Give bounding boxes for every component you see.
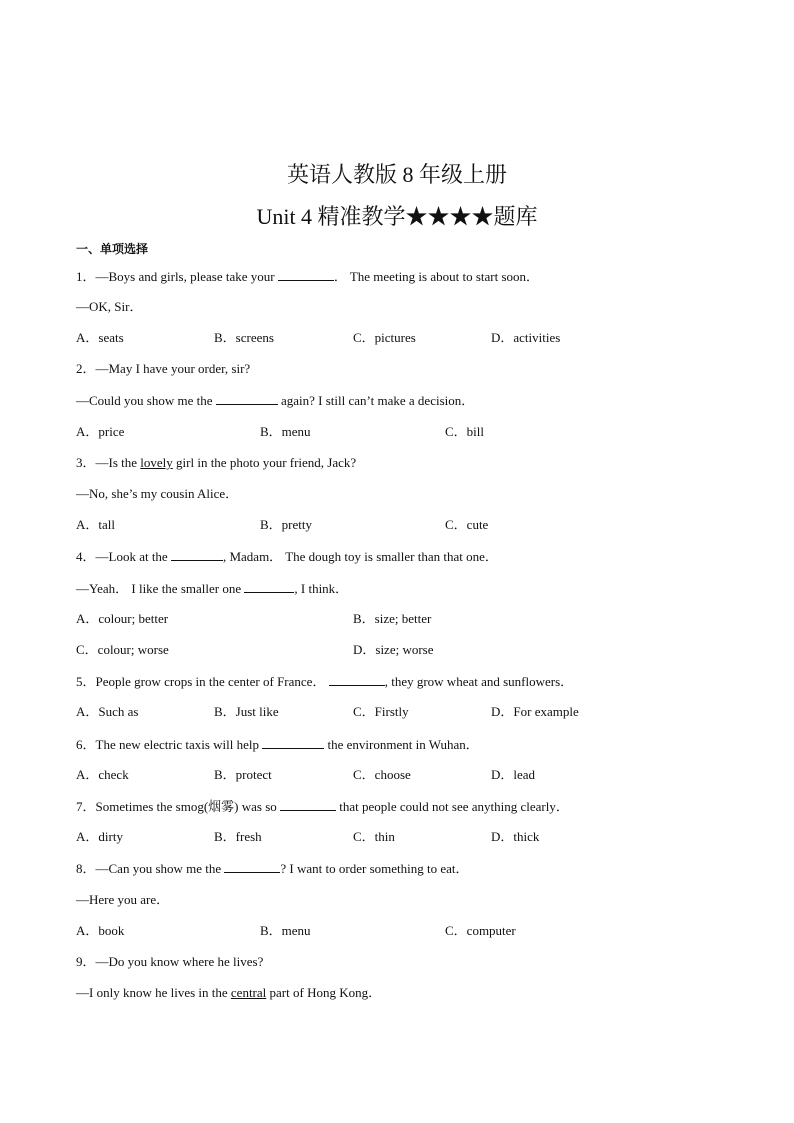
option-7d: D．thick (491, 829, 540, 844)
question-2: 2．—May I have your order, sir? (76, 361, 251, 376)
option-4c: C．colour; worse (76, 642, 169, 657)
question-3: 3．—Is the lovely girl in the photo your friend, Jack? (76, 455, 357, 470)
option-5d: D．For example (491, 704, 579, 719)
option-6c: C．choose (353, 767, 411, 782)
question-3-reply: —No, she’s my cousin Alice． (76, 486, 239, 501)
answer-blank (280, 796, 336, 811)
option-4d: D．size; worse (353, 642, 434, 657)
option-1a: A．seats (76, 330, 124, 345)
underlined-word: lovely (140, 455, 173, 470)
option-7c: C．thin (353, 829, 395, 844)
option-2a: A．price (76, 424, 125, 439)
question-8-reply: —Here you are． (76, 892, 170, 907)
option-8a: A．book (76, 923, 125, 938)
option-7b: B．fresh (214, 829, 262, 844)
option-4b: B．size; better (353, 611, 432, 626)
question-2-reply: —Could you show me the again? I still can’t make a decision． (76, 390, 726, 411)
question-4: 4．—Look at the , Madam． The dough toy is smaller than that one． (76, 546, 726, 567)
answer-blank (216, 390, 278, 405)
option-7a: A．dirty (76, 829, 123, 844)
question-1-reply: —OK, Sir． (76, 299, 143, 314)
document-title: 英语人教版 8 年级上册 (286, 162, 507, 187)
option-6d: D．lead (491, 767, 536, 782)
option-8c: C．computer (445, 923, 516, 938)
question-9-reply: —I only know he lives in the central part of Hong Kong． (76, 985, 382, 1000)
option-5c: C．Firstly (353, 704, 409, 719)
document-subtitle: Unit 4 精准教学★★★★题库 (256, 204, 538, 229)
option-1c: C．pictures (353, 330, 416, 345)
option-3b: B．pretty (260, 517, 312, 532)
option-1b: B．screens (214, 330, 274, 345)
option-2b: B．menu (260, 424, 311, 439)
question-8: 8．—Can you show me the ? I want to order something to eat． (76, 858, 726, 879)
question-7: 7．Sometimes the smog(烟雾) was so that people could not see anything clearly． (76, 796, 726, 817)
section-heading: 一、单项选择 (76, 242, 149, 256)
option-6a: A．check (76, 767, 129, 782)
question-6: 6．The new electric taxis will help the environment in Wuhan． (76, 734, 726, 755)
question-9: 9．—Do you know where he lives? (76, 954, 264, 969)
question-5: 5．People grow crops in the center of France． , they grow wheat and sunflowers． (76, 671, 726, 692)
option-5a: A．Such as (76, 704, 139, 719)
option-2c: C．bill (445, 424, 485, 439)
option-1d: D．activities (491, 330, 561, 345)
option-8b: B．menu (260, 923, 311, 938)
answer-blank (278, 266, 334, 281)
question-4-reply: —Yeah． I like the smaller one , I think． (76, 578, 726, 599)
question-1: 1．—Boys and girls, please take your ． The meeting is about to start soon． (76, 266, 726, 287)
option-4a: A．colour; better (76, 611, 169, 626)
answer-blank (244, 578, 294, 593)
underlined-word: central (230, 985, 267, 1000)
answer-blank (224, 858, 280, 873)
answer-blank (329, 671, 385, 686)
option-3c: C．cute (445, 517, 489, 532)
option-3a: A．tall (76, 517, 115, 532)
option-6b: B．protect (214, 767, 272, 782)
answer-blank (262, 734, 324, 749)
answer-blank (171, 546, 223, 561)
option-5b: B．Just like (214, 704, 279, 719)
